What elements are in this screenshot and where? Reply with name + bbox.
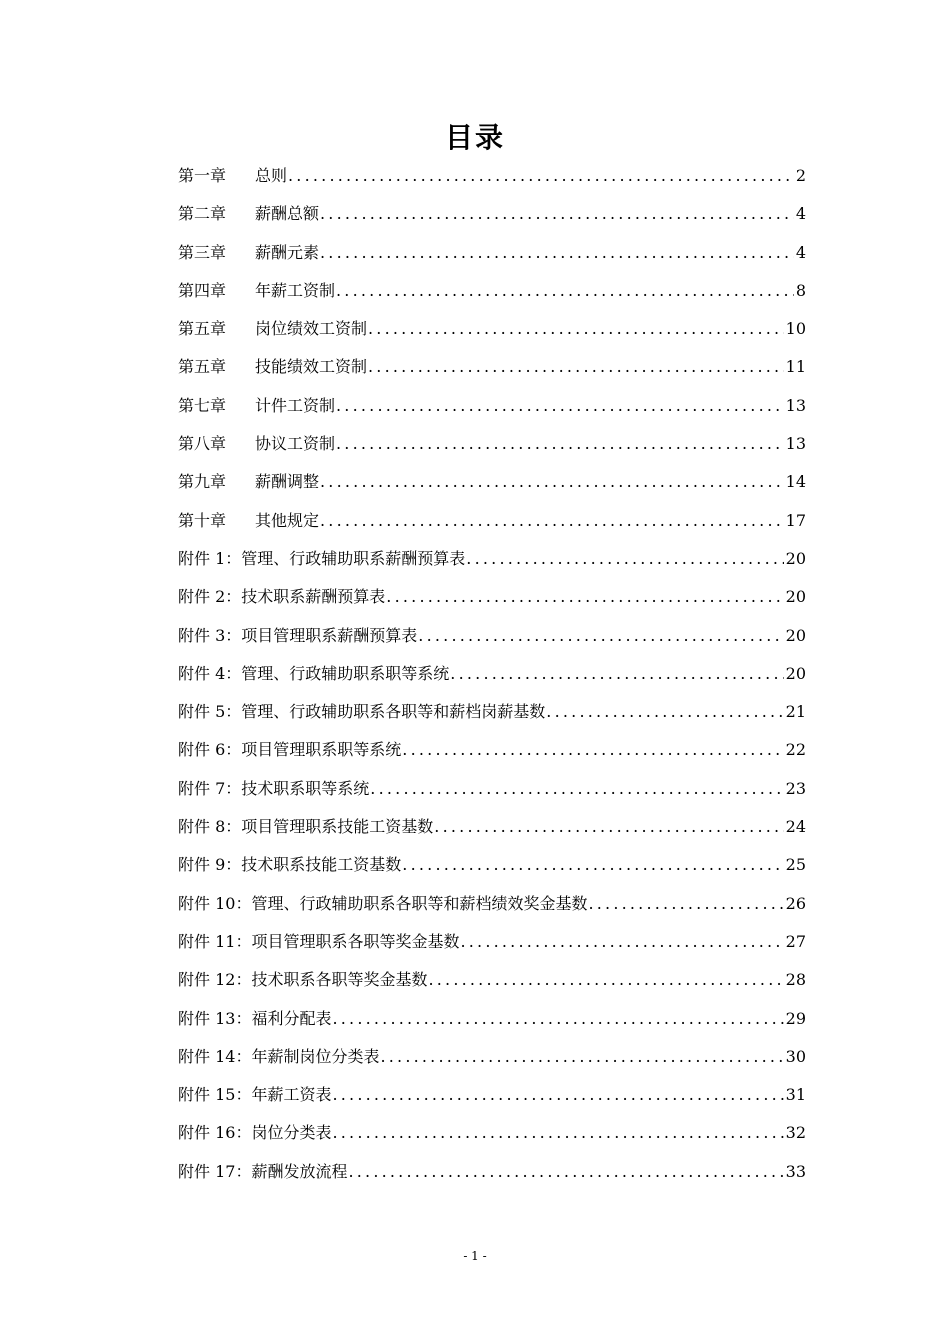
toc-entry[interactable] — [178, 770, 806, 808]
toc-entry-page: 8 — [795, 280, 806, 300]
toc-dot-leader — [428, 961, 783, 999]
toc-entry[interactable] — [178, 272, 806, 310]
page-title: 目录 — [444, 121, 505, 154]
toc-dot-leader — [386, 578, 783, 616]
toc-entry-title: 技术职系各职等奖金基数 — [251, 970, 428, 990]
toc-dot-leader — [288, 157, 794, 195]
toc-entry-title: 薪酬发放流程 — [251, 1161, 348, 1181]
toc-entry-title: 项目管理职系职等系统 — [241, 740, 402, 760]
toc-entry-title: 项目管理职系薪酬预算表 — [241, 625, 418, 645]
toc-dot-leader — [466, 540, 783, 578]
toc-entry-page: 11 — [785, 357, 806, 377]
toc-entry-title: 管理、行政辅助职系职等系统 — [241, 663, 450, 683]
toc-entry-page: 13 — [785, 395, 806, 415]
toc-entry-number: 附件 12： — [178, 970, 252, 990]
toc-entry-title: 技能绩效工资制 — [255, 357, 368, 377]
toc-entry-page: 26 — [785, 893, 806, 913]
toc-entry-number: 附件 5： — [178, 702, 242, 722]
toc-entry[interactable] — [178, 1038, 806, 1076]
toc-entry[interactable] — [178, 1000, 806, 1038]
toc-dot-leader — [380, 1038, 783, 1076]
toc-entry-title: 薪酬总额 — [255, 204, 320, 224]
toc-entry-number: 附件 10： — [178, 893, 252, 913]
toc-entry[interactable] — [178, 463, 806, 501]
toc-entry[interactable] — [178, 1076, 806, 1114]
toc-entry[interactable] — [178, 540, 806, 578]
toc-entry[interactable] — [178, 502, 806, 540]
toc-dot-leader — [320, 463, 784, 501]
toc-entry-title: 管理、行政辅助职系薪酬预算表 — [241, 548, 466, 568]
toc-dot-leader — [450, 655, 783, 693]
toc-entry-number: 附件 3： — [178, 625, 242, 645]
toc-entry-page: 24 — [785, 817, 806, 837]
toc-dot-leader — [418, 617, 783, 655]
toc-entry-page: 33 — [785, 1161, 806, 1181]
toc-entry[interactable] — [178, 655, 806, 693]
toc-entry-page: 30 — [785, 1046, 806, 1066]
toc-entry-number: 第五章 — [178, 357, 227, 377]
toc-entry-number: 第二章 — [178, 204, 227, 224]
toc-entry-page: 25 — [785, 855, 806, 875]
toc-entry-number: 第九章 — [178, 472, 227, 492]
toc-entry-number: 附件 1： — [178, 548, 242, 568]
toc-entry[interactable] — [178, 617, 806, 655]
toc-dot-leader — [336, 425, 784, 463]
toc-entry-number: 第八章 — [178, 434, 227, 454]
toc-entry-title: 年薪制岗位分类表 — [251, 1046, 380, 1066]
toc-entry-title: 计件工资制 — [255, 395, 336, 415]
toc-entry-page: 21 — [785, 702, 806, 722]
toc-entry[interactable] — [178, 885, 806, 923]
toc-entry[interactable] — [178, 808, 806, 846]
toc-entry-number: 附件 17： — [178, 1161, 252, 1181]
toc-entry-title: 总则 — [255, 166, 288, 185]
toc-entry-page: 27 — [785, 931, 806, 951]
toc-entry[interactable] — [178, 1114, 806, 1152]
toc-dot-leader — [348, 1153, 783, 1191]
toc-dot-leader — [332, 1000, 783, 1038]
toc-dot-leader — [336, 272, 794, 310]
toc-entry-page: 20 — [785, 587, 806, 607]
toc-entry[interactable] — [178, 348, 806, 386]
toc-entry[interactable] — [178, 234, 806, 272]
toc-entry-page: 13 — [785, 434, 806, 454]
toc-entry-title: 管理、行政辅助职系各职等和薪档绩效奖金基数 — [251, 893, 588, 913]
toc-entry[interactable] — [178, 693, 806, 731]
toc-entry-number: 第三章 — [178, 242, 227, 262]
toc-entry[interactable] — [178, 578, 806, 616]
toc-entry[interactable] — [178, 923, 806, 961]
toc-entry-number: 第五章 — [178, 319, 227, 339]
toc-entry-number: 附件 15： — [178, 1085, 252, 1105]
toc-entry-page: 10 — [785, 319, 806, 339]
toc-entry-title: 项目管理职系技能工资基数 — [241, 817, 434, 837]
toc-entry-number: 第四章 — [178, 280, 227, 300]
toc-entry-page: 31 — [785, 1085, 806, 1105]
toc-dot-leader — [320, 195, 794, 233]
toc-entry[interactable] — [178, 195, 806, 233]
toc-entry-number: 附件 16： — [178, 1123, 252, 1143]
toc-entry-page: 17 — [785, 510, 806, 530]
toc-entry-page: 23 — [785, 778, 806, 798]
toc-dot-leader — [320, 234, 794, 272]
page-footer-number: - 1 - — [463, 1249, 487, 1263]
toc-entry-page: 22 — [785, 740, 806, 760]
toc-entry-title: 技术职系薪酬预算表 — [241, 587, 386, 607]
toc-entry[interactable] — [178, 425, 806, 463]
toc-entry[interactable] — [178, 387, 806, 425]
toc-entry[interactable] — [178, 846, 806, 884]
toc-entry-title: 岗位分类表 — [251, 1123, 332, 1143]
toc-entry-number: 附件 7： — [178, 778, 242, 798]
toc-entry[interactable] — [178, 961, 806, 999]
toc-entry-page: 2 — [795, 166, 806, 185]
toc-dot-leader — [368, 310, 784, 348]
toc-entry-title: 管理、行政辅助职系各职等和薪档岗薪基数 — [241, 702, 546, 722]
toc-entry-number: 第十章 — [178, 510, 227, 530]
toc-entry[interactable] — [178, 310, 806, 348]
toc-dot-leader — [332, 1076, 783, 1114]
toc-entry-page: 28 — [785, 970, 806, 990]
toc-entry-title: 年薪工资制 — [255, 280, 336, 300]
toc-dot-leader — [460, 923, 783, 961]
toc-entry-page: 4 — [795, 204, 806, 224]
toc-entry-page: 29 — [785, 1008, 806, 1028]
toc-dot-leader — [402, 731, 783, 769]
toc-entry-title: 年薪工资表 — [251, 1085, 332, 1105]
toc-entry-number: 附件 14： — [178, 1046, 252, 1066]
toc-entry-number: 第一章 — [178, 166, 227, 185]
toc-entry-number: 附件 9： — [178, 855, 242, 875]
toc-entry-title: 薪酬元素 — [255, 242, 320, 262]
toc-entry-page: 32 — [785, 1123, 806, 1143]
toc-dot-leader — [588, 885, 783, 923]
toc-entry-page: 20 — [785, 625, 806, 645]
toc-entry-title: 岗位绩效工资制 — [255, 319, 368, 339]
toc-entry-number: 附件 4： — [178, 663, 242, 683]
toc-entry-page: 4 — [795, 242, 806, 262]
toc-dot-leader — [320, 502, 784, 540]
toc-entry-number: 附件 6： — [178, 740, 242, 760]
toc-entry-page: 20 — [785, 663, 806, 683]
toc-entry-number: 附件 13： — [178, 1008, 252, 1028]
toc-entry-title: 项目管理职系各职等奖金基数 — [251, 931, 460, 951]
toc-dot-leader — [368, 348, 784, 386]
toc-entry-number: 附件 8： — [178, 817, 242, 837]
toc-entry-title: 薪酬调整 — [255, 472, 320, 492]
toc-entry-title: 技术职系职等系统 — [241, 778, 370, 798]
toc-entry-number: 附件 2： — [178, 587, 242, 607]
table-of-contents — [178, 157, 806, 1191]
toc-dot-leader — [332, 1114, 783, 1152]
toc-entry-number: 附件 11： — [178, 931, 252, 951]
toc-entry[interactable] — [178, 731, 806, 769]
toc-entry-page: 14 — [785, 472, 806, 492]
toc-dot-leader — [434, 808, 783, 846]
toc-entry[interactable] — [178, 157, 806, 195]
toc-entry-page: 20 — [785, 548, 806, 568]
toc-dot-leader — [402, 846, 783, 884]
toc-dot-leader — [546, 693, 783, 731]
toc-entry-title: 其他规定 — [255, 510, 320, 530]
toc-entry-title: 福利分配表 — [251, 1008, 332, 1028]
toc-entry-title: 技术职系技能工资基数 — [241, 855, 402, 875]
toc-entry[interactable] — [178, 1153, 806, 1191]
toc-entry-number: 第七章 — [178, 395, 227, 415]
toc-dot-leader — [336, 387, 784, 425]
toc-entry-title: 协议工资制 — [255, 434, 336, 454]
toc-dot-leader — [370, 770, 783, 808]
